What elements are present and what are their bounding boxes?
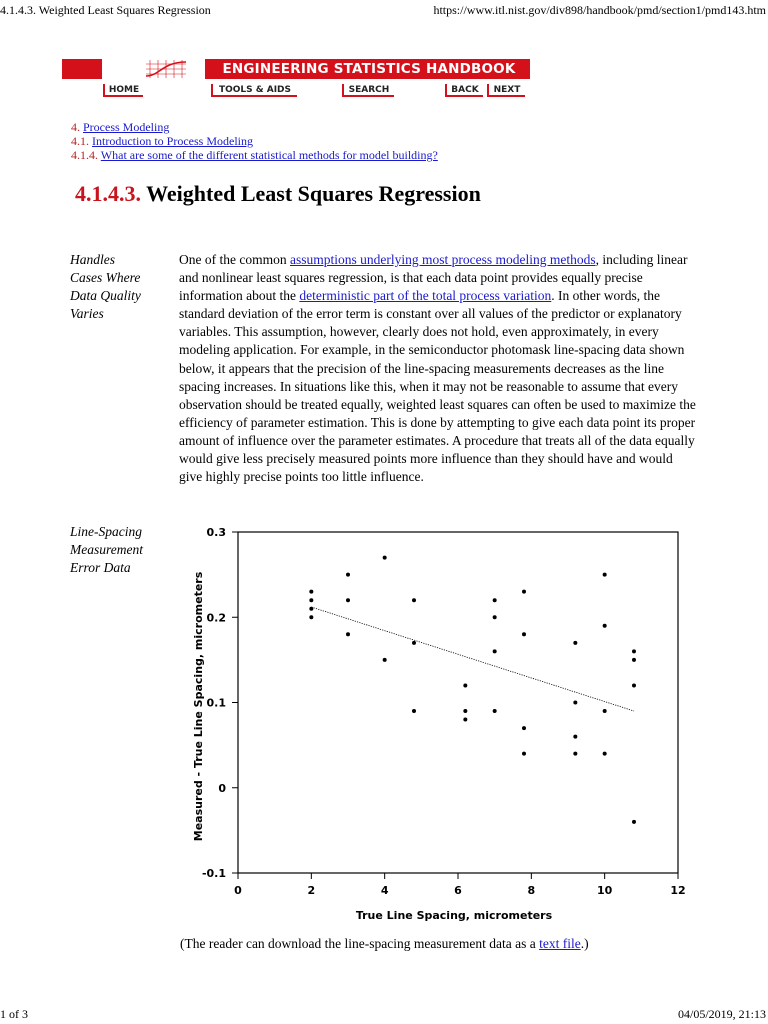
heading-text: Weighted Least Squares Regression [146, 181, 481, 206]
y-tick-label: -0.1 [201, 867, 226, 880]
data-point [522, 726, 526, 730]
margin-line: Measurement [70, 542, 143, 557]
x-tick-label: 6 [454, 884, 462, 897]
breadcrumb-number: 4. [71, 120, 80, 134]
x-tick-label: 12 [670, 884, 686, 897]
wls-intro-paragraph [179, 251, 699, 486]
data-point [522, 590, 526, 594]
margin-line: Line-Spacing [70, 524, 142, 539]
data-point [632, 649, 636, 653]
y-tick-label: 0.2 [206, 611, 226, 625]
assumptions-link[interactable]: assumptions underlying most process modeling methods [289, 252, 596, 267]
data-point [309, 598, 313, 602]
y-tick-label: 0.3 [206, 528, 226, 539]
data-point [463, 718, 467, 722]
paragraph-text: . In other words, the standard deviation of the error term is constant over all values of the predictor or explanatory variables. This assumption, however, clearly does not hold, even approximately, in every modeling application. For example, in the semiconductor photomask line-spacing data shown below, it appears that the precision of the line-spacing measurements decreases as the line spacing increases. In situations like this, when it may not be reasonable to assume that every observation should be treated equally, weighted least squares can often be used to maximize the efficiency of parameter estimation. This is done by attempting to give each data point its proper amount of influence over the parameter estimates. A procedure that treats all of the data equally would give less precisely measured points more influence than they should have and would give highly precise points too little influence. [179, 288, 696, 485]
print-date-footer: 04/05/2019, 21:13 [677, 1007, 766, 1021]
page-title-header: 4.1.4.3. Weighted Least Squares Regression [0, 3, 211, 17]
data-point [603, 624, 607, 628]
chart-logo-icon [102, 59, 207, 79]
margin-note-line-spacing [70, 523, 170, 577]
y-tick-label: 0.1 [206, 696, 226, 710]
caption-text: .) [580, 936, 589, 951]
plot-frame [238, 532, 678, 873]
margin-line: Handles [70, 252, 115, 267]
data-point [573, 641, 577, 645]
data-point [493, 649, 497, 653]
data-point [573, 701, 577, 705]
data-point [412, 709, 416, 713]
margin-line: Error Data [70, 560, 131, 575]
line-spacing-chart [186, 528, 696, 933]
data-point [603, 573, 607, 577]
x-tick-label: 10 [597, 884, 613, 897]
margin-line: Varies [70, 306, 104, 321]
text-file-link[interactable]: text file [539, 936, 581, 951]
data-point [346, 632, 350, 636]
data-point [346, 598, 350, 602]
page-heading [75, 181, 481, 207]
page-count-footer: 1 of 3 [0, 1007, 28, 1021]
data-point [493, 709, 497, 713]
data-point [383, 658, 387, 662]
tools-aids-button[interactable]: TOOLS & AIDS [211, 84, 297, 97]
breadcrumb-2 [71, 134, 253, 149]
y-axis-label: Measured - True Line Spacing, micrometers [192, 571, 205, 842]
data-point [309, 607, 313, 611]
x-tick-label: 8 [527, 884, 536, 897]
breadcrumb-1 [71, 120, 169, 135]
next-button[interactable]: NEXT [487, 84, 525, 97]
breadcrumb-number: 4.1.4. [71, 148, 98, 162]
search-button[interactable]: SEARCH [342, 84, 394, 97]
caption-text: (The reader can download the line-spacing measurement data as a [180, 936, 540, 951]
data-point [603, 752, 607, 756]
data-point [309, 615, 313, 619]
deterministic-variation-link[interactable]: deterministic part of the total process variation [299, 288, 552, 304]
data-point [493, 615, 497, 619]
data-point [573, 752, 577, 756]
data-point [412, 641, 416, 645]
margin-line: Cases Where [70, 270, 141, 285]
handbook-banner [62, 59, 530, 79]
data-point [632, 658, 636, 662]
page-url-header: https://www.itl.nist.gov/div898/handbook/pmd/section1/pmd143.htm [433, 3, 766, 17]
data-point [522, 752, 526, 756]
data-point [309, 590, 313, 594]
breadcrumb-number: 4.1. [71, 134, 89, 148]
data-point [463, 709, 467, 713]
heading-number: 4.1.4.3. [75, 181, 141, 206]
fit-line [311, 607, 634, 711]
x-tick-label: 2 [307, 884, 316, 897]
paragraph-text: One of the common [179, 252, 290, 267]
download-caption [180, 936, 589, 952]
breadcrumb-3 [71, 148, 438, 163]
data-point [463, 683, 467, 687]
back-button[interactable]: BACK [445, 84, 483, 97]
data-point [632, 820, 636, 824]
paragraph-text: , including linear and nonlinear least squares regression, is that each data point provides equally precise information about the [179, 252, 688, 304]
y-tick-label: 0 [218, 781, 226, 795]
banner-title: ENGINEERING STATISTICS HANDBOOK [222, 61, 516, 77]
data-point [603, 709, 607, 713]
data-point [412, 598, 416, 602]
home-button[interactable]: HOME [103, 84, 143, 97]
data-point [573, 735, 577, 739]
data-point [383, 556, 387, 560]
data-point [632, 683, 636, 687]
x-tick-label: 0 [234, 884, 242, 897]
data-point [522, 632, 526, 636]
x-axis-label: True Line Spacing, micrometers [355, 909, 553, 922]
x-tick-label: 4 [380, 884, 389, 897]
breadcrumb-link-introduction[interactable]: Introduction to Process Modeling [92, 134, 253, 148]
margin-note-data-quality [70, 251, 170, 323]
breadcrumb-link-methods[interactable]: What are some of the different statistical methods for model building? [100, 148, 438, 162]
data-point [346, 573, 350, 577]
data-point [493, 598, 497, 602]
breadcrumb-link-process-modeling[interactable]: Process Modeling [83, 120, 170, 134]
margin-line: Data Quality [70, 288, 141, 303]
